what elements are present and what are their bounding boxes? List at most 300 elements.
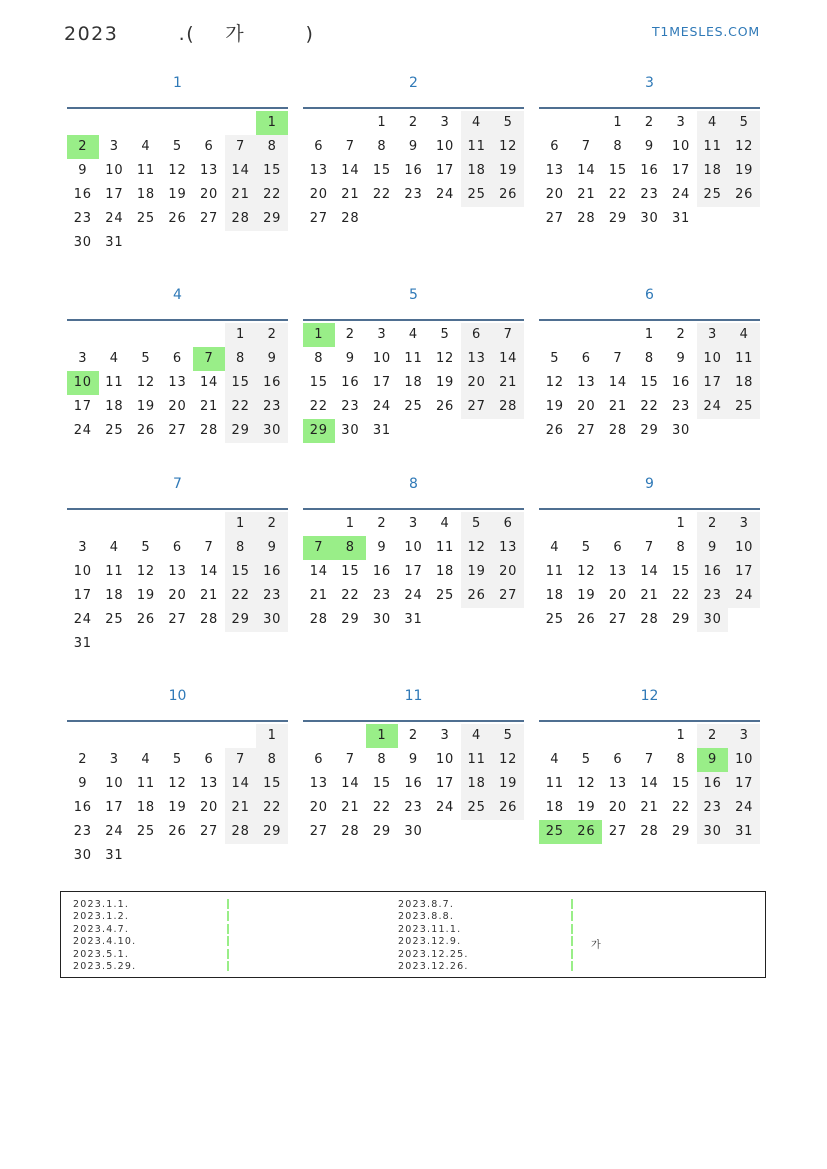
day-cell: 6 (314, 139, 324, 154)
day-cell-holiday: 1 (303, 323, 335, 347)
day-cell: 24 (73, 612, 92, 627)
empty-cell (162, 111, 194, 135)
empty-cell (99, 111, 131, 135)
day-cell: 22 (309, 399, 328, 414)
month-grid (539, 319, 760, 443)
day-cell: 1 (613, 115, 623, 130)
day-cell: 27 (461, 395, 493, 419)
day-cell: 4 (440, 516, 450, 531)
day-cell: 3 (440, 728, 450, 743)
day-cell: 24 (105, 824, 124, 839)
day-cell: 29 (225, 419, 257, 443)
day-cell: 21 (640, 800, 659, 815)
day-cell: 19 (728, 159, 760, 183)
day-cell: 6 (172, 351, 182, 366)
day-cell: 19 (577, 588, 596, 603)
day-cell: 29 (256, 820, 288, 844)
holiday-markers-right (571, 899, 573, 973)
month-5 (303, 285, 524, 443)
day-cell: 16 (73, 187, 92, 202)
day-cell: 29 (372, 824, 391, 839)
holiday-marker (571, 924, 573, 934)
day-cell: 26 (492, 183, 524, 207)
month-title: 12 (640, 688, 659, 704)
holiday-date: 2023.1.2. (73, 911, 130, 923)
day-cell: 13 (309, 163, 328, 178)
day-cell: 8 (225, 347, 257, 371)
day-cell: 24 (671, 187, 691, 202)
day-cell: 16 (404, 776, 423, 791)
day-cell: 16 (341, 375, 360, 390)
month-12 (539, 686, 760, 844)
day-cell: 24 (105, 211, 124, 226)
day-cell: 4 (109, 351, 119, 366)
day-cell: 27 (309, 824, 328, 839)
day-cell: 11 (105, 564, 124, 579)
day-cell: 14 (199, 564, 219, 579)
day-cell: 29 (608, 211, 627, 226)
day-cell: 22 (225, 395, 257, 419)
day-cell: 8 (377, 139, 387, 154)
day-cell: 13 (199, 776, 219, 791)
day-cell: 19 (577, 800, 596, 815)
day-cell: 21 (341, 187, 360, 202)
day-cell: 31 (404, 612, 423, 627)
holiday-date: 2023.8.7. (398, 899, 455, 910)
day-cell: 9 (697, 536, 729, 560)
day-cell: 17 (435, 776, 455, 791)
day-cell: 28 (225, 820, 257, 844)
day-cell: 3 (78, 351, 88, 366)
day-cell: 26 (136, 612, 155, 627)
day-cell: 26 (545, 423, 564, 438)
day-cell: 17 (73, 588, 92, 603)
day-cell: 14 (199, 375, 219, 390)
day-cell: 3 (78, 540, 88, 555)
empty-cell (162, 724, 194, 748)
day-cell: 25 (105, 423, 124, 438)
legend-note: 가 (591, 940, 601, 951)
day-cell: 9 (345, 351, 355, 366)
day-cell: 23 (256, 395, 288, 419)
day-cell: 14 (608, 375, 627, 390)
day-cell: 12 (492, 748, 524, 772)
day-cell: 12 (545, 375, 564, 390)
day-cell: 9 (377, 540, 387, 555)
day-cell: 2 (377, 516, 387, 531)
day-cell: 6 (613, 752, 623, 767)
day-cell: 12 (492, 135, 524, 159)
empty-cell (602, 724, 634, 748)
day-cell: 3 (109, 139, 119, 154)
day-cell: 28 (608, 423, 627, 438)
day-cell: 2 (345, 327, 355, 342)
day-cell: 20 (608, 800, 627, 815)
site-link[interactable]: T1MESLES.COM (652, 24, 760, 39)
day-cell: 14 (492, 347, 524, 371)
day-cell: 16 (256, 371, 288, 395)
day-cell: 30 (341, 423, 360, 438)
holiday-legend (60, 891, 766, 978)
day-cell: 26 (461, 584, 493, 608)
empty-cell (99, 512, 131, 536)
day-cell: 3 (676, 115, 686, 130)
month-grid (67, 508, 288, 656)
day-cell: 31 (105, 848, 124, 863)
day-cell: 11 (545, 776, 564, 791)
day-cell: 13 (199, 163, 219, 178)
month-7 (67, 474, 288, 656)
day-cell: 15 (671, 776, 691, 791)
day-cell: 25 (728, 395, 760, 419)
empty-cell (539, 323, 571, 347)
day-cell: 24 (435, 187, 455, 202)
day-cell: 7 (613, 351, 623, 366)
month-grid (303, 107, 524, 231)
day-cell: 8 (225, 536, 257, 560)
day-cell: 5 (492, 111, 524, 135)
day-cell: 19 (461, 560, 493, 584)
day-cell: 20 (461, 371, 493, 395)
month-10 (67, 686, 288, 868)
day-cell: 25 (136, 824, 155, 839)
day-cell: 25 (461, 183, 493, 207)
day-cell: 4 (550, 752, 560, 767)
day-cell: 15 (341, 564, 360, 579)
day-cell: 17 (105, 187, 124, 202)
day-cell: 15 (256, 159, 288, 183)
holiday-date: 2023.12.25. (398, 948, 469, 960)
holiday-marker (571, 949, 573, 959)
day-cell: 11 (404, 351, 423, 366)
page-title: 2023 .( 가 ) (64, 23, 315, 45)
holiday-marker (227, 936, 229, 946)
day-cell: 27 (545, 211, 564, 226)
day-cell: 13 (608, 564, 627, 579)
day-cell: 10 (105, 163, 124, 178)
day-cell: 3 (697, 323, 729, 347)
holiday-marker (227, 911, 229, 921)
day-cell: 5 (141, 540, 151, 555)
day-cell: 21 (225, 796, 257, 820)
day-cell: 7 (225, 748, 257, 772)
day-cell: 12 (168, 776, 187, 791)
month-title: 7 (173, 476, 182, 492)
day-cell: 6 (492, 512, 524, 536)
day-cell: 30 (697, 820, 729, 844)
day-cell: 1 (676, 516, 686, 531)
month-1 (67, 73, 288, 255)
empty-cell (634, 724, 666, 748)
month-grid (303, 508, 524, 632)
day-cell: 4 (408, 327, 418, 342)
day-cell: 23 (73, 211, 92, 226)
empty-cell (193, 111, 225, 135)
empty-cell (571, 512, 603, 536)
day-cell: 21 (199, 399, 219, 414)
day-cell: 22 (640, 399, 659, 414)
day-cell: 23 (671, 399, 691, 414)
day-cell: 7 (345, 139, 355, 154)
day-cell: 5 (728, 111, 760, 135)
day-cell: 26 (168, 824, 187, 839)
day-cell: 13 (545, 163, 564, 178)
day-cell: 20 (545, 187, 564, 202)
day-cell: 27 (199, 211, 219, 226)
day-cell: 24 (728, 584, 760, 608)
day-cell: 20 (309, 187, 328, 202)
day-cell: 19 (545, 399, 564, 414)
holiday-marker (571, 936, 573, 946)
day-cell: 30 (372, 612, 391, 627)
day-cell: 13 (309, 776, 328, 791)
day-cell: 2 (256, 323, 288, 347)
day-cell: 3 (440, 115, 450, 130)
day-cell: 15 (640, 375, 659, 390)
day-cell: 19 (168, 800, 187, 815)
empty-cell (193, 512, 225, 536)
day-cell: 24 (404, 588, 423, 603)
day-cell: 12 (577, 564, 596, 579)
day-cell: 23 (640, 187, 659, 202)
day-cell: 30 (671, 423, 691, 438)
day-cell: 19 (492, 772, 524, 796)
day-cell: 10 (105, 776, 124, 791)
empty-cell (303, 111, 335, 135)
day-cell: 18 (136, 800, 155, 815)
day-cell: 9 (676, 351, 686, 366)
month-title: 4 (173, 287, 182, 303)
day-cell: 2 (408, 728, 418, 743)
day-cell: 22 (671, 588, 691, 603)
day-cell: 28 (640, 824, 659, 839)
day-cell: 16 (640, 163, 659, 178)
day-cell: 2 (78, 752, 88, 767)
month-title: 1 (173, 75, 182, 91)
empty-cell (130, 724, 162, 748)
day-cell: 16 (671, 375, 691, 390)
holiday-date: 2023.12.26. (398, 960, 469, 972)
day-cell: 10 (435, 752, 455, 767)
day-cell: 12 (728, 135, 760, 159)
day-cell: 14 (577, 163, 596, 178)
day-cell: 5 (172, 139, 182, 154)
empty-cell (225, 111, 257, 135)
empty-cell (634, 512, 666, 536)
day-cell: 29 (225, 608, 257, 632)
day-cell: 15 (372, 776, 391, 791)
holiday-date: 2023.1.1. (73, 899, 130, 910)
day-cell: 19 (136, 588, 155, 603)
day-cell: 5 (581, 752, 591, 767)
month-6 (539, 285, 760, 443)
day-cell: 20 (199, 800, 219, 815)
month-grid (303, 720, 524, 844)
day-cell: 18 (545, 588, 564, 603)
day-cell: 22 (341, 588, 360, 603)
day-cell: 19 (136, 399, 155, 414)
day-cell: 11 (545, 564, 564, 579)
day-cell: 11 (136, 163, 155, 178)
day-cell-holiday: 7 (193, 347, 225, 371)
day-cell-holiday: 2 (67, 135, 99, 159)
holiday-markers-left (227, 899, 229, 973)
day-cell: 21 (492, 371, 524, 395)
day-cell-holiday: 8 (335, 536, 367, 560)
day-cell: 2 (644, 115, 654, 130)
day-cell: 8 (676, 752, 686, 767)
empty-cell (162, 512, 194, 536)
day-cell: 4 (728, 323, 760, 347)
day-cell: 5 (172, 752, 182, 767)
empty-cell (225, 724, 257, 748)
day-cell: 13 (608, 776, 627, 791)
day-cell: 17 (105, 800, 124, 815)
day-cell-holiday: 10 (67, 371, 99, 395)
day-cell: 9 (78, 776, 88, 791)
day-cell: 23 (697, 584, 729, 608)
day-cell: 16 (73, 800, 92, 815)
empty-cell (303, 724, 335, 748)
day-cell: 6 (550, 139, 560, 154)
day-cell: 22 (372, 187, 391, 202)
month-9 (539, 474, 760, 632)
month-grid (539, 508, 760, 632)
day-cell: 7 (204, 540, 214, 555)
month-title: 6 (645, 287, 654, 303)
day-cell: 16 (372, 564, 391, 579)
month-grid (539, 720, 760, 844)
day-cell: 3 (408, 516, 418, 531)
day-cell: 10 (697, 347, 729, 371)
day-cell: 6 (613, 540, 623, 555)
day-cell: 22 (256, 796, 288, 820)
day-cell: 6 (314, 752, 324, 767)
holiday-date: 2023.5.1. (73, 948, 130, 960)
day-cell: 25 (545, 612, 564, 627)
day-cell: 12 (136, 564, 155, 579)
day-cell: 22 (256, 183, 288, 207)
day-cell: 17 (404, 564, 423, 579)
day-cell: 13 (577, 375, 596, 390)
holiday-date: 2023.11.1. (398, 923, 462, 935)
day-cell: 30 (256, 608, 288, 632)
day-cell: 17 (728, 772, 760, 796)
day-cell: 14 (640, 564, 659, 579)
month-2 (303, 73, 524, 231)
empty-cell (99, 323, 131, 347)
day-cell: 19 (435, 375, 455, 390)
day-cell: 26 (728, 183, 760, 207)
day-cell: 4 (697, 111, 729, 135)
empty-cell (539, 512, 571, 536)
empty-cell (67, 111, 99, 135)
day-cell: 18 (105, 399, 124, 414)
day-cell: 18 (461, 159, 493, 183)
day-cell: 15 (608, 163, 627, 178)
day-cell: 30 (73, 235, 92, 250)
day-cell: 9 (78, 163, 88, 178)
day-cell: 23 (256, 584, 288, 608)
day-cell-holiday: 1 (256, 111, 288, 135)
empty-cell (130, 323, 162, 347)
day-cell: 5 (550, 351, 560, 366)
day-cell: 16 (697, 772, 729, 796)
day-cell: 29 (671, 824, 691, 839)
day-cell: 15 (372, 163, 391, 178)
day-cell: 15 (671, 564, 691, 579)
day-cell: 6 (172, 540, 182, 555)
day-cell: 11 (461, 748, 493, 772)
day-cell: 31 (372, 423, 391, 438)
day-cell: 19 (168, 187, 187, 202)
day-cell: 15 (225, 560, 257, 584)
day-cell: 5 (581, 540, 591, 555)
day-cell: 28 (341, 824, 360, 839)
empty-cell (67, 724, 99, 748)
day-cell: 29 (341, 612, 360, 627)
day-cell: 10 (671, 139, 691, 154)
day-cell: 31 (728, 820, 760, 844)
day-cell: 26 (435, 399, 455, 414)
day-cell: 1 (225, 323, 257, 347)
day-cell: 21 (309, 588, 328, 603)
day-cell: 13 (168, 375, 187, 390)
day-cell: 1 (676, 728, 686, 743)
day-cell: 27 (608, 612, 627, 627)
day-cell: 18 (545, 800, 564, 815)
day-cell: 30 (697, 608, 729, 632)
day-cell: 28 (341, 211, 360, 226)
day-cell: 14 (341, 776, 360, 791)
holiday-marker (227, 961, 229, 971)
day-cell-holiday: 9 (697, 748, 729, 772)
day-cell: 27 (199, 824, 219, 839)
day-cell: 4 (109, 540, 119, 555)
day-cell: 8 (256, 748, 288, 772)
day-cell: 24 (73, 423, 92, 438)
holiday-marker (571, 961, 573, 971)
day-cell: 15 (225, 371, 257, 395)
day-cell: 3 (109, 752, 119, 767)
day-cell: 10 (372, 351, 391, 366)
day-cell: 23 (372, 588, 391, 603)
day-cell: 17 (372, 375, 391, 390)
day-cell: 12 (577, 776, 596, 791)
empty-cell (335, 111, 367, 135)
day-cell: 25 (435, 588, 455, 603)
day-cell: 26 (577, 612, 596, 627)
day-cell: 7 (644, 752, 654, 767)
day-cell: 1 (644, 327, 654, 342)
month-title: 8 (409, 476, 418, 492)
day-cell: 4 (550, 540, 560, 555)
month-grid (303, 319, 524, 443)
day-cell: 7 (492, 323, 524, 347)
month-title: 10 (168, 688, 187, 704)
day-cell: 6 (204, 139, 214, 154)
day-cell: 16 (256, 560, 288, 584)
day-cell: 18 (105, 588, 124, 603)
empty-cell (335, 724, 367, 748)
day-cell: 27 (577, 423, 596, 438)
day-cell: 11 (461, 135, 493, 159)
month-title: 11 (404, 688, 423, 704)
day-cell: 16 (697, 560, 729, 584)
day-cell: 23 (404, 800, 423, 815)
empty-cell (571, 323, 603, 347)
day-cell: 26 (168, 211, 187, 226)
